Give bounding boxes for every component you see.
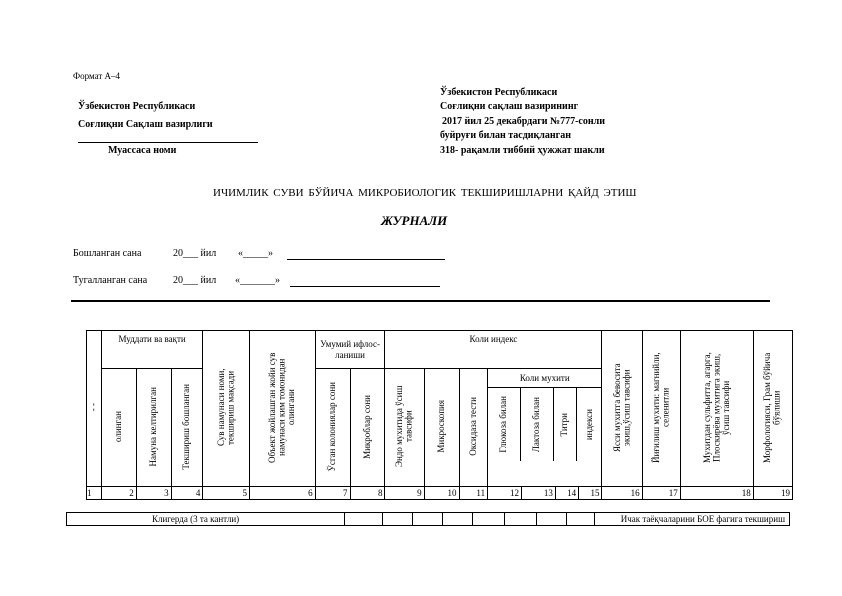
journal-table — [86, 330, 793, 500]
dense-medium-header: Ясси мухитга бевосита экиш,ўсиш тавсифи — [602, 331, 642, 487]
start-date-label: Бошланган сана — [73, 248, 142, 259]
column-numbers-row — [87, 487, 793, 500]
dash-header: - - — [87, 331, 102, 487]
column-number: 12 — [509, 488, 519, 498]
start-date-month-line[interactable] — [287, 259, 445, 260]
end-date-day: «_______» — [235, 275, 280, 286]
column-number: 6 — [308, 488, 313, 498]
column-number-cell — [249, 487, 315, 500]
right-header-line3: 2017 йил 25 декабрдаги №777-сонли — [442, 116, 605, 127]
left-header-line1: Ўзбекистон Республикаси — [78, 101, 196, 112]
right-header-line2: Соғлиқни сақлаш вазирининг — [440, 101, 579, 112]
column-number-cell — [171, 487, 203, 500]
index-header: индекси — [583, 408, 594, 441]
column-number: 3 — [164, 488, 169, 498]
column-number: 9 — [417, 488, 422, 498]
bottom-empty-cell[interactable] — [505, 513, 537, 526]
right-header-line1: Ўзбекистон Республикаси — [440, 87, 558, 98]
right-header-line5: 318- рақамли тиббий ҳужжат шакли — [440, 145, 605, 156]
format-label: Формат А–4 — [73, 71, 121, 81]
column-number: 10 — [447, 488, 457, 498]
end-date-month-line[interactable] — [290, 286, 440, 287]
object-place-header: Объект жойлашган жойи сув намунаси ким томонидан олингани — [249, 331, 315, 487]
received-header: олинган — [101, 369, 136, 487]
start-date-year: 20___ йил — [173, 248, 217, 259]
lactose-header: Лактоза билан — [521, 388, 554, 461]
column-number: 18 — [741, 488, 751, 498]
separator-rule — [71, 300, 770, 302]
column-number-cell — [459, 487, 488, 500]
oxidase-header: Оксидаза тести — [459, 369, 488, 487]
document-title: ИЧИМЛИК СУВИ БЎЙИЧА МИКРОБИОЛОГИК ТЕКШИРИШЛАРНИ ҚАЙД ЭТИШ — [213, 187, 637, 199]
column-number: 5 — [242, 488, 247, 498]
bottom-empty-cell[interactable] — [413, 513, 443, 526]
column-number-cell — [488, 487, 522, 500]
endo-header: Эндо мухитида ўсиш тавсифи — [385, 369, 424, 487]
coli-medium-group — [488, 369, 602, 487]
column-number: 19 — [781, 488, 790, 498]
bottom-row-table — [66, 512, 790, 526]
duration-group-header: Муддати ва вақти — [101, 331, 203, 369]
microscopy-header: Микроскопия — [424, 369, 459, 487]
column-number: 7 — [343, 488, 348, 498]
column-number: 4 — [195, 488, 201, 498]
sulfite-header: Мухитдан сульфитта, агарга, Плоскирёва мухитига экиш, ўсиш тавсифи — [680, 331, 753, 487]
column-number-cell — [203, 487, 250, 500]
column-number-cell — [555, 487, 578, 500]
microbe-count-header: Микроблар сони — [350, 369, 385, 487]
end-date-year: 20___ йил — [173, 275, 217, 286]
column-number-cell — [579, 487, 602, 500]
column-number-cell — [753, 487, 792, 500]
titre-header: Титри — [554, 388, 577, 461]
start-date-day: «_____» — [238, 248, 273, 259]
coli-medium-header: Коли мухити — [488, 369, 601, 388]
institution-name-line — [78, 142, 258, 143]
bottom-empty-cell[interactable] — [473, 513, 505, 526]
column-number-cell — [136, 487, 171, 500]
column-number-cell — [680, 487, 753, 500]
column-number-cell — [602, 487, 642, 500]
grown-count-header: Ўсган колониялар сони — [315, 369, 350, 487]
bottom-empty-cell[interactable] — [383, 513, 413, 526]
coli-index-header: Коли индекс — [385, 331, 602, 369]
column-number: 16 — [630, 488, 640, 498]
glucose-header: Глюкоза билан — [488, 388, 521, 461]
boe-phage-cell: Ичак таёқчаларини БОЕ фагига текшириш — [595, 513, 790, 526]
column-number: 11 — [476, 488, 486, 498]
bottom-empty-cell[interactable] — [443, 513, 473, 526]
water-name-header: Сув намунаси номи, текшириш мақсади — [203, 331, 250, 487]
column-number-cell — [385, 487, 424, 500]
column-number: 8 — [377, 488, 383, 498]
column-number: 2 — [129, 488, 134, 498]
kliger-cell: Клигерда (3 та кантли) — [67, 513, 345, 526]
left-header-line2: Соғлиқни Сақлаш вазирлиги — [78, 119, 213, 130]
column-number-cell — [315, 487, 350, 500]
column-number-cell — [350, 487, 385, 500]
column-number: 14 — [567, 488, 577, 498]
left-header-line3: Муассаса номи — [108, 145, 177, 156]
common-contamination-header: Умумий ифлос-ланиши — [315, 331, 385, 369]
bottom-empty-cell[interactable] — [567, 513, 595, 526]
column-number-cell — [101, 487, 136, 500]
column-number-cell — [87, 487, 102, 500]
liquid-medium-header: Йиғилиш мухити: магнийли, селенитли — [642, 331, 680, 487]
column-number: 1 — [87, 488, 92, 498]
column-number: 15 — [590, 488, 600, 498]
end-date-label: Тугалланган сана — [73, 275, 148, 286]
column-number-cell — [424, 487, 459, 500]
check-started-header: Текшириш бошланган — [171, 369, 203, 487]
column-number: 17 — [668, 488, 678, 498]
sample-brought-header: Намуна келтирилган — [136, 369, 171, 487]
document-subtitle: ЖУРНАЛИ — [381, 213, 448, 228]
morphology-header: Морфологияси, Грам бўйича бўялиши — [753, 331, 792, 487]
column-number-cell — [642, 487, 680, 500]
column-number-cell — [521, 487, 555, 500]
bottom-empty-cell[interactable] — [345, 513, 383, 526]
column-number: 13 — [543, 488, 553, 498]
right-header-line4: буйруғи билан тасдиқланган — [440, 130, 571, 141]
bottom-empty-cell[interactable] — [537, 513, 567, 526]
